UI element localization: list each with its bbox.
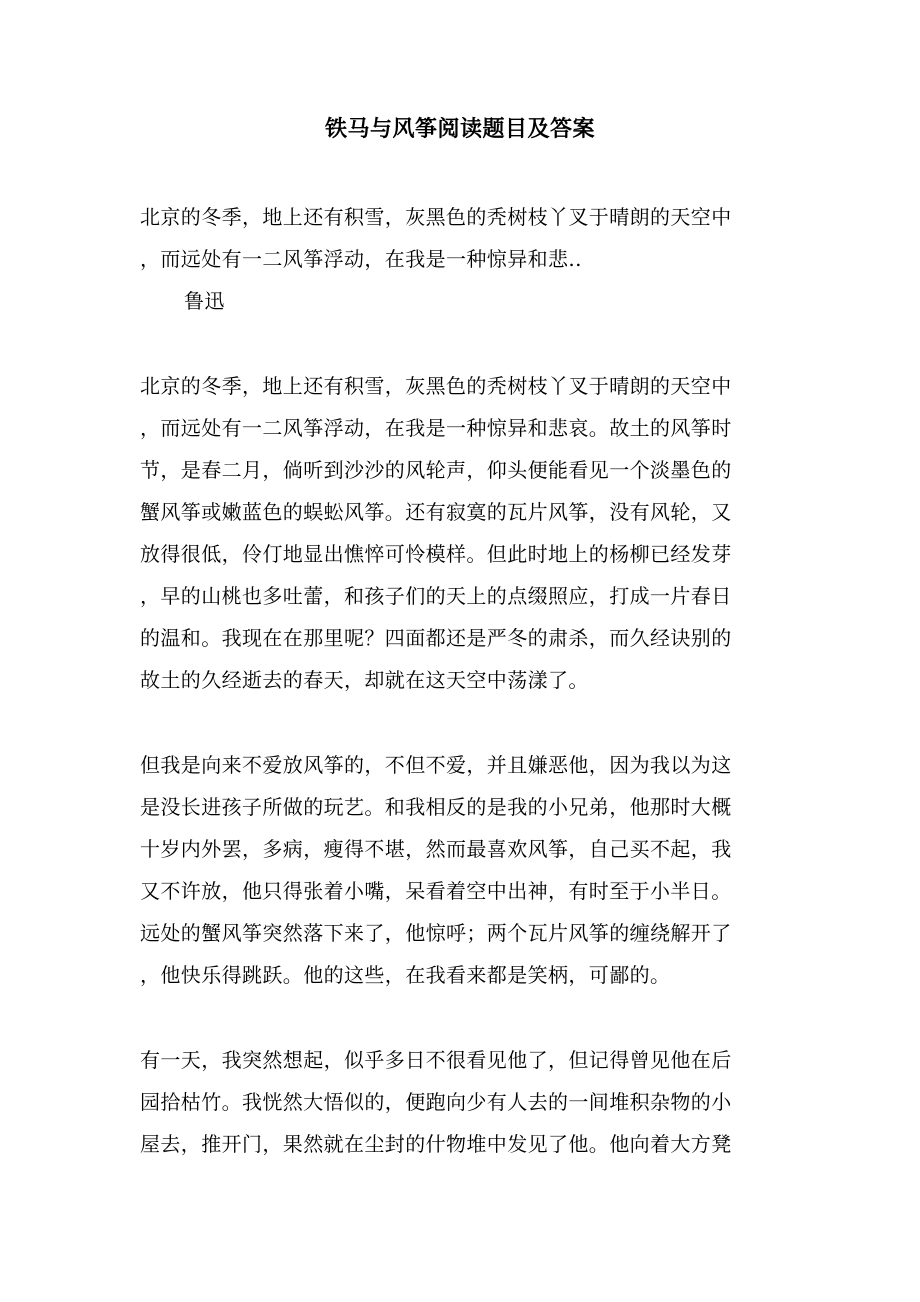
paragraph-line: 是没长进孩子所做的玩艺。和我相反的是我的小兄弟，他那时大概	[140, 795, 732, 819]
paragraph-line: 北京的冬季，地上还有积雪，灰黑色的秃树枝丫叉于晴朗的天空中	[140, 374, 732, 398]
paragraph-line: 又不许放，他只得张着小嘴，呆看着空中出神，有时至于小半日。	[140, 879, 732, 903]
paragraph-line: ，而远处有一二风筝浮动，在我是一种惊异和悲哀。故土的风筝时	[140, 416, 732, 440]
excerpt-line: ，而远处有一二风筝浮动，在我是一种惊异和悲..	[140, 247, 582, 271]
paragraph-line: 屋去，推开门，果然就在尘封的什物堆中发见了他。他向着大方凳	[140, 1132, 732, 1156]
paragraph-line: 放得很低，伶仃地显出憔悴可怜模样。但此时地上的杨柳已经发芽	[140, 542, 732, 566]
paragraph-line: 园拾枯竹。我恍然大悟似的，便跑向少有人去的一间堆积杂物的小	[140, 1090, 732, 1114]
document-title: 铁马与风筝阅读题目及答案	[324, 116, 595, 142]
paragraph-line: 远处的蟹风筝突然落下来了，他惊呼；两个瓦片风筝的缠绕解开了	[140, 921, 732, 945]
paragraph-line: 但我是向来不爱放风筝的，不但不爱，并且嫌恶他，因为我以为这	[140, 753, 732, 777]
paragraph-line: 有一天，我突然想起，似乎多日不很看见他了，但记得曾见他在后	[140, 1048, 732, 1072]
paragraph-line: 蟹风筝或嫩蓝色的蜈蚣风筝。还有寂寞的瓦片风筝，没有风轮，又	[140, 500, 732, 524]
paragraph-line: ，早的山桃也多吐蕾，和孩子们的天上的点缀照应，打成一片春日	[140, 584, 732, 608]
excerpt-line: 北京的冬季，地上还有积雪，灰黑色的秃树枝丫叉于晴朗的天空中	[140, 205, 732, 229]
paragraph-line: 故土的久经逝去的春天，却就在这天空中荡漾了。	[140, 668, 589, 692]
paragraph-line: ，他快乐得跳跃。他的这些，在我看来都是笑柄，可鄙的。	[140, 963, 671, 987]
paragraph-line: 十岁内外罢，多病，瘦得不堪，然而最喜欢风筝，自己买不起，我	[140, 837, 732, 861]
paragraph-line: 的温和。我现在在那里呢？四面都还是严冬的肃杀，而久经诀别的	[140, 626, 732, 650]
excerpt-author: 鲁迅	[184, 289, 225, 313]
paragraph-line: 节，是春二月，倘听到沙沙的风轮声，仰头便能看见一个淡墨色的	[140, 458, 732, 482]
